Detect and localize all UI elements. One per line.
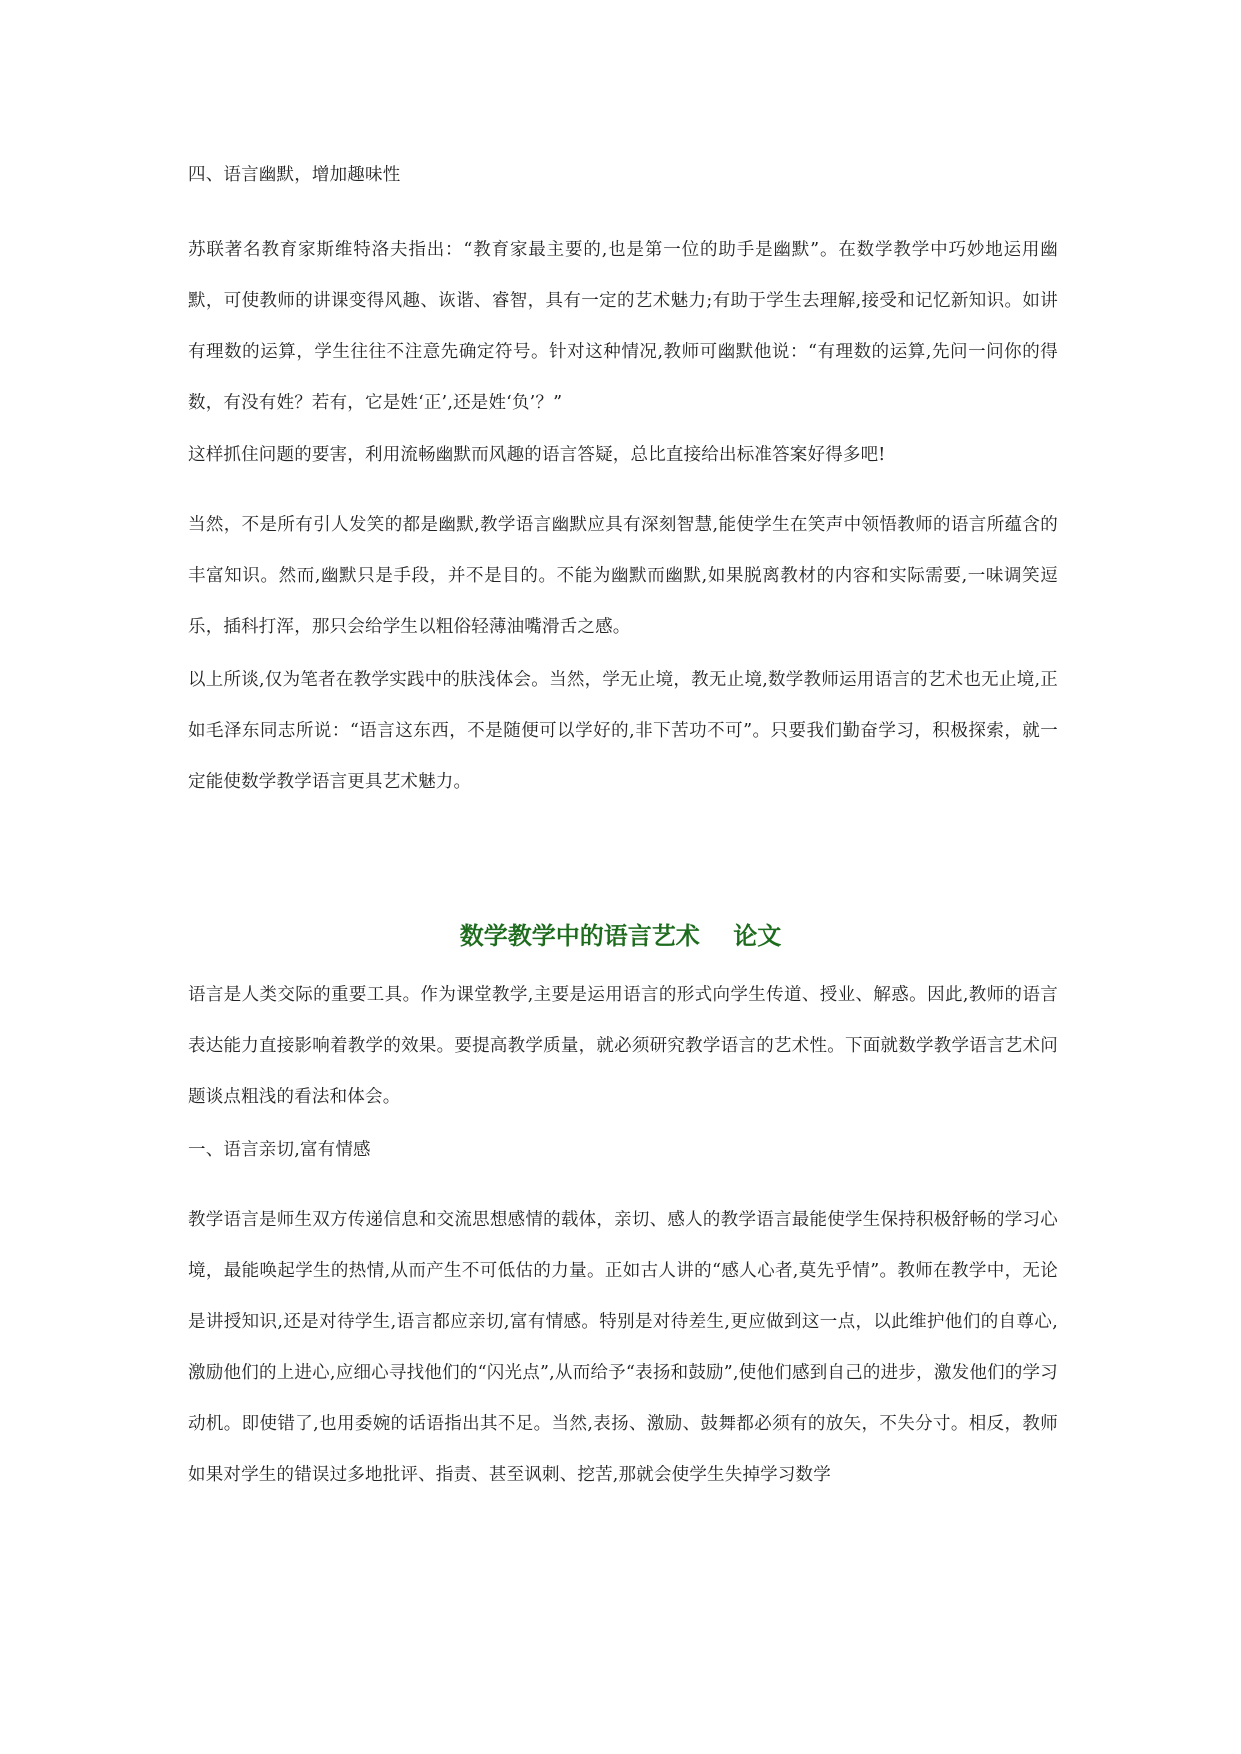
paragraph-humor-caution: 当然，不是所有引人发笑的都是幽默,教学语言幽默应具有深刻智慧,能使学生在笑声中领悟教师的语言所蕴含的丰富知识。然而,幽默只是手段，并不是目的。不能为幽默而幽默,如果脱离教材的内容和实际需要,一味调笑逗乐，插科打浑，那只会给学生以粗俗轻薄油嘴滑舌之感。 — [188, 515, 1058, 637]
paragraph-humor-benefit: 这样抓住问题的要害，利用流畅幽默而风趣的语言答疑，总比直接给出标准答案好得多吧! — [188, 445, 886, 465]
paragraph-affection: 教学语言是师生双方传递信息和交流思想感情的载体，亲切、感人的教学语言最能使学生保持积极舒畅的学习心境，最能唤起学生的热情,从而产生不可低估的力量。正如古人讲的“感人心者,莫先乎情”。教师在教学中，无论是讲授知识,还是对待学生,语言都应亲切,富有情感。特别是对待差生,更应做到这一点，以此维护他们的自尊心,激励他们的上进心,应细心寻找他们的“闪光点”,从而给予“表扬和鼓励”,使他们感到自己的进步，激发他们的学习动机。即使错了,也用委婉的话语指出其不足。当然,表扬、激励、鼓舞都必须有的放矢，不失分寸。相反，教师如果对学生的错误过多地批评、指责、甚至讽刺、挖苦,那就会使学生失掉学习数学 — [188, 1210, 1058, 1485]
section-heading-4: 四、语言幽默，增加趣味性 — [188, 165, 401, 185]
paragraph-introduction: 语言是人类交际的重要工具。作为课堂教学,主要是运用语言的形式向学生传道、授业、解惑。因此,教师的语言表达能力直接影响着教学的效果。要提高教学质量，就必须研究教学语言的艺术性。下面就数学教学语言艺术问题谈点粗浅的看法和体会。 — [188, 985, 1058, 1107]
section-heading-1: 一、语言亲切,富有情感 — [188, 1140, 371, 1160]
paragraph-humor-quote: 苏联著名教育家斯维特洛夫指出：“教育家最主要的,也是第一位的助手是幽默”。在数学教学中巧妙地运用幽默，可使教师的讲课变得风趣、诙谐、睿智，具有一定的艺术魅力;有助于学生去理解,接受和记忆新知识。如讲有理数的运算，学生往往不注意先确定符号。针对这种情况,教师可幽默他说：“有理数的运算,先问一问你的得数，有没有姓？若有，它是姓‘正’,还是姓‘负’？” — [188, 240, 1058, 413]
article-title: 数学教学中的语言艺术 论文 — [459, 922, 782, 950]
paragraph-conclusion: 以上所谈,仅为笔者在教学实践中的肤浅体会。当然，学无止境，教无止境,数学教师运用语言的艺术也无止境,正如毛泽东同志所说：“语言这东西，不是随便可以学好的,非下苦功不可”。只要我们勤奋学习，积极探索，就一定能使数学教学语言更具艺术魅力。 — [188, 670, 1058, 792]
